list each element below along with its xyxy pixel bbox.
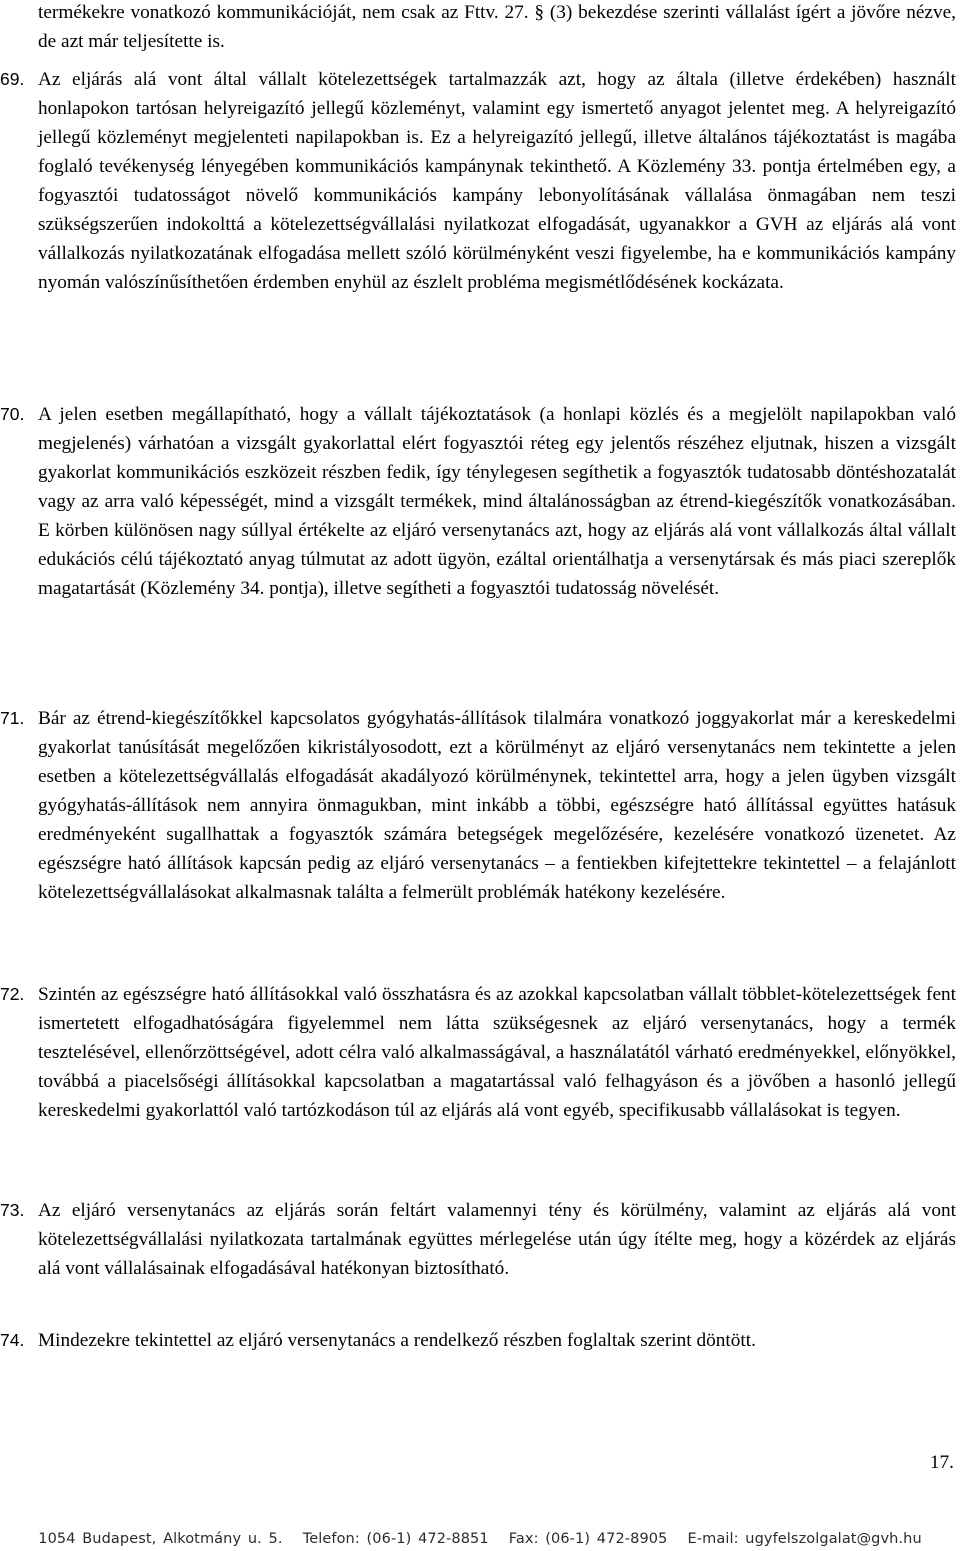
paragraph-73 <box>0 1196 956 1283</box>
paragraph-text: Szintén az egészségre ható állításokkal való összhatásra és az azokkal kapcsolatban vállalt többlet-kötelezettségek fent ismertetett elfogadhatóságára figyelemmel nem látta szükségesnek az eljáró versenytanács, hogy a termék tesztelésével, ellenőrzöttségével, adott célra való alkalmasságával, a használatától várható eredményekkel, előnyökkel, továbbá a piacelsőségi állításokkal kapcsolatban a magatartással való felhagyáson és a jövőben a hasonló jellegű kereskedelmi gyakorlattól való tartózkodáson túl az eljárás alá vont egyéb, specifikusabb vállalásokat is tegyen. <box>38 984 956 1121</box>
paragraph-number: 69. <box>0 69 25 89</box>
intro-paragraph: termékekre vonatkozó kommunikációját, nem csak az Fttv. 27. § (3) bekezdése szerinti vállalást ígért a jövőre nézve, de azt már teljesítette is. <box>38 2 956 52</box>
paragraph-number: 72. <box>0 984 25 1004</box>
page-number: 17. <box>929 1452 954 1473</box>
paragraph-69 <box>0 65 956 297</box>
paragraph-number: 71. <box>0 708 25 728</box>
paragraph-74 <box>0 1326 956 1355</box>
paragraph-70 <box>0 400 956 603</box>
paragraph-text: A jelen esetben megállapítható, hogy a vállalt tájékoztatások (a honlapi közlés és a megjelölt napilapokban való megjelenés) várhatóan a vizsgált gyakorlattal elért fogyasztói réteg egy jelentős részéhez eljutnak, hiszen a vizsgált gyakorlat kommunikációs eszközeit részben fedik, így ténylegesen segíthetik a fogyasztók tudatosabb döntéshozatalát vagy az arra való képességét, mind a vizsgált termékek, mind általánosságban az étrend-kiegészítők vonatkozásában. E körben különösen nagy súllyal értékelte az eljáró versenytanács azt, hogy az eljárás alá vont vállalkozás által vállalt edukációs célú tájékoztató anyag túlmutat az adott ügyön, ezáltal orientálhatja a versenytársak és más piaci szereplők magatartását (Közlemény 34. pontja), illetve segítheti a fogyasztói tudatosság növelését. <box>38 404 956 599</box>
paragraph-number: 73. <box>0 1200 25 1220</box>
paragraph-text: Az eljárás alá vont által vállalt kötelezettségek tartalmazzák azt, hogy az általa (illetve érdekében) használt honlapokon tartósan helyreigazító jellegű közleményt, valamint egy ismertető anyagot jelentet meg. A helyreigazító jellegű közleményt megjelenteti napilapokban is. Ez a helyreigazító jellegű, illetve általános tájékoztatást is magába foglaló tevékenység lényegében kommunikációs kampánynak tekinthető. A Közlemény 33. pontja értelmében egy, a fogyasztói tudatosságot növelő kommunikációs kampány lebonyolításának vállalása önmagában nem teszi szükségszerűen indokolttá a kötelezettségvállalási nyilatkozat elfogadását, ugyanakkor a GVH az eljárás alá vont vállalkozás nyilatkozatának elfogadása mellett szóló körülményként veszi figyelembe, ha e kommunikációs kampány nyomán valószínűsíthetően érdemben enyhül az észlelt probléma megismétlődésének kockázata. <box>38 69 956 293</box>
paragraph-text: Bár az étrend-kiegészítőkkel kapcsolatos gyógyhatás-állítások tilalmára vonatkozó joggyakorlat már a kereskedelmi gyakorlat tanúsítását megelőzően kikristályosodott, ezt a körülményt az eljáró versenytanács nem tekintette a jelen esetben a kötelezettségvállalás elfogadását akadályozó körülménynek, tekintettel arra, hogy a jelen ügyben vizsgált gyógyhatás-állítások nem annyira önmagukban, mint inkább a többi, egészségre ható állítással együttes hatásuk eredményeként sugallhattak a fogyasztók számára betegségek megelőzésére, kezelésére vonatkozó üzenetet. Az egészségre ható állítások kapcsán pedig az eljáró versenytanács – a fentiekben kifejtettekre tekintettel – a felajánlott kötelezettségvállalásokat alkalmasnak találta a felmerült problémák hatékony kezelésére. <box>38 708 956 903</box>
paragraph-text: Mindezekre tekintettel az eljáró versenytanács a rendelkező részben foglaltak szerint döntött. <box>38 1330 756 1351</box>
paragraph-number: 74. <box>0 1330 25 1350</box>
paragraph-72 <box>0 980 956 1125</box>
page-footer: 1054 Budapest, Alkotmány u. 5. Telefon: (06-1) 472-8851 Fax: (06-1) 472-8905 E-mail: ugyfelszolgalat@gvh.hu <box>38 1530 922 1547</box>
paragraph-text: Az eljáró versenytanács az eljárás során feltárt valamennyi tény és körülmény, valamint az eljárás alá vont kötelezettségvállalási nyilatkozata tartalmának együttes mérlegelése után úgy ítélte meg, hogy a közérdek az eljárás alá vont vállalásainak elfogadásával hatékonyan biztosítható. <box>38 1200 956 1279</box>
paragraph-number: 70. <box>0 404 25 424</box>
paragraph-71 <box>0 704 956 907</box>
